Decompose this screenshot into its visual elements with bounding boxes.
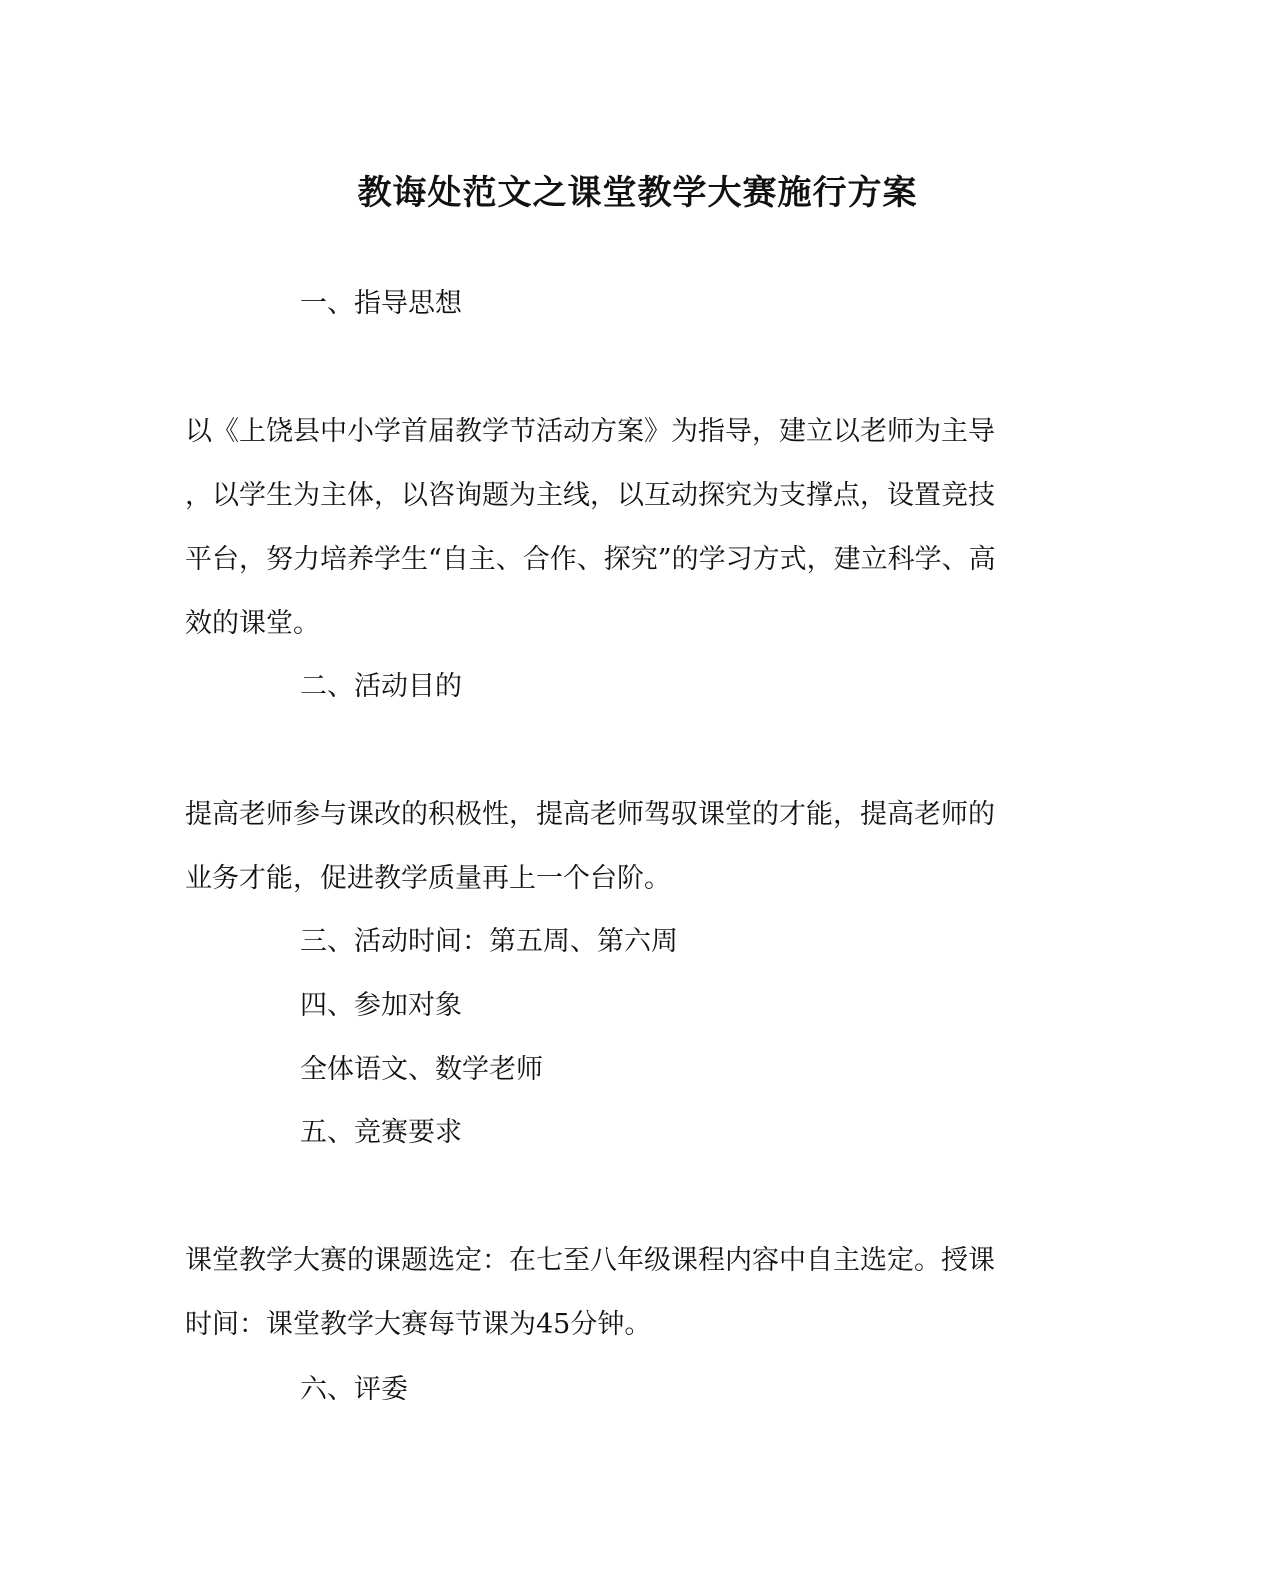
paragraph-line: ，以学生为主体，以咨询题为主线，以互动探究为支撑点，设置竞技 [185, 480, 995, 511]
section-heading-time: 三、活动时间：第五周、第六周 [300, 926, 678, 957]
document-title: 教诲处范文之课堂教学大赛施行方案 [357, 173, 918, 213]
section-heading-participants: 四、参加对象 [300, 990, 462, 1021]
paragraph-line: 以《上饶县中小学首届教学节活动方案》为指导，建立以老师为主导 [185, 416, 995, 447]
section-heading-judges: 六、评委 [300, 1374, 408, 1405]
paragraph-line: 时间：课堂教学大赛每节课为45分钟。 [185, 1309, 652, 1340]
paragraph-line: 平台，努力培养学生“自主、合作、探究”的学习方式，建立科学、高 [185, 544, 996, 575]
section-heading-requirements: 五、竞赛要求 [300, 1117, 462, 1148]
paragraph-line: 提高老师参与课改的积极性，提高老师驾驭课堂的才能，提高老师的 [185, 799, 995, 830]
paragraph-line: 业务才能，促进教学质量再上一个台阶。 [185, 863, 671, 894]
section-heading-purpose: 二、活动目的 [300, 671, 462, 702]
section-heading-guiding-thought: 一、指导思想 [300, 288, 462, 319]
paragraph-purpose [185, 783, 1055, 911]
paragraph-line: 效的课堂。 [185, 608, 320, 639]
paragraph-line: 课堂教学大赛的课题选定：在七至八年级课程内容中自主选定。授课 [185, 1245, 995, 1276]
participants-body: 全体语文、数学老师 [300, 1054, 543, 1085]
paragraph-requirements [185, 1229, 1055, 1357]
paragraph-guiding-thought [185, 400, 1055, 656]
